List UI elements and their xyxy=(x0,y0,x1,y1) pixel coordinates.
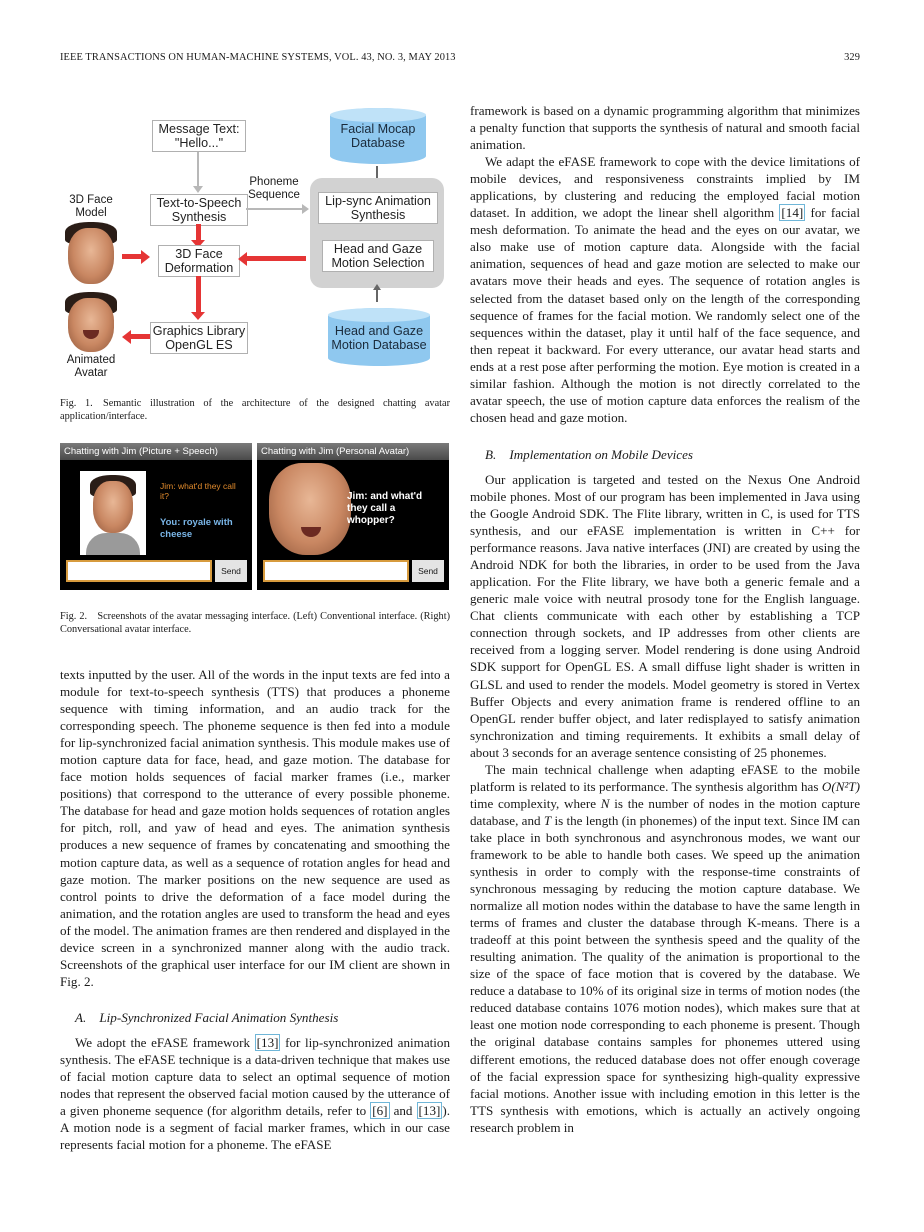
right-paragraph-3: Our application is targeted and tested on the Nexus One Android mobile phones. Most of our program has been implemented in Java using the Google Android SDK. The Flite library, written in C, is used for TTS synthesis, and our eFASE implementation is written in C++ for performance reasons. Java native interfaces (JNI) are created by using the Android NDK for both the libraries, in order to be used from the Java application. For the Flite library, we have both a generic female and a generic male voice with neutral prosody tone for the English language. Chat clients communicate with each other by establishing a TCP connection through sockets, and IP addresses from other clients are received from a logging server. Model rendering is done using Android SDK support for OpenGL ES. A small diffuse light shader is written in GLSL and used to render the models. Model geometry is stored in Vertex Buffer Objects and every animation frame is rendered offline to an OpenGL render buffer object, and later redisplayed to satisfy animation synchronization and timing requirements. It exhibits a small delay of about 3 seconds for an average sentence consisting of 25 phonemes. xyxy=(470,471,860,760)
right-msg: Jim: and what'd they call a whopper? xyxy=(347,491,423,526)
right-paragraph-1: framework is based on a dynamic programming algorithm that minimizes a penalty function that supports the synthesis of natural and smooth facial animation. xyxy=(470,103,860,153)
lipsync-box xyxy=(318,192,438,224)
figure-1 xyxy=(60,100,450,385)
arrowhead-lipsync xyxy=(238,252,247,266)
hgdb-label-1: Head and Gaze xyxy=(334,324,424,338)
facial-mocap-database xyxy=(330,108,426,164)
right-column xyxy=(470,102,860,1136)
tts-label-2: Synthesis xyxy=(171,210,227,224)
left-paragraph-2: We adopt the eFASE framework [13] for lip-synchronized animation synthesis. The eFASE technique is a data-driven technique that makes use of facial motion capture data to select an optimal sequence of motion nodes that represent the observed facial motion caused by the utterance of a given phoneme sequence (for algorithm details, refer to [6] and [13] ). A motion node is a segment of facial marker frames, which in our case represents facial motion for a phoneme. The eFASE xyxy=(60,1034,451,1153)
citation-13[interactable]: [13] xyxy=(256,1034,279,1050)
animated-avatar-image xyxy=(63,292,119,352)
animated-label-1: Animated xyxy=(66,354,116,366)
phoneme-sequence-label xyxy=(246,176,302,202)
tts-label: Text-to-Speech xyxy=(156,196,242,210)
right-message-input[interactable] xyxy=(263,560,409,582)
left-msg-2: You: royale with cheese xyxy=(160,517,233,540)
face-deform-label-2: Deformation xyxy=(164,261,234,275)
photo-frame xyxy=(80,471,146,555)
right-paragraph-2: We adapt the eFASE framework to cope with the device limitations of mobile devices, and responsiveness constraints implied by IM applications, by clustering and reducing the employed facial motion dataset. In addition, we adopt the linear shell algorithm [14] for facial mesh deformation. To animate the head and the eyes on our avatar, we also make use of motion capture data. Alongside with the facial animation, sequences of head and gaze motion are selected to make our avatars move their heads and eyes. The sequence of rotation angles is selected from the dataset based only on the length of the corresponding sequence of frames for the facial motion. We randomly select one of the sequences within the dataset, play it until half of the face sequence, and then repeat it backward. For every utterance, our avatar head starts and ends at a rest pose after performing the motion. Eye motion is created in a similar fashion. Although the motion is not directly correlated to the avatar speech, the use of motion capture data enforces the realism of the chosen head and gaze motion. xyxy=(470,154,860,425)
figure-2-caption: Fig. 2. Screenshots of the avatar messaging interface. (Left) Conventional interface. (Right) Conversational avatar interface. xyxy=(60,611,450,635)
section-b-heading: B. Implementation on Mobile Devices xyxy=(485,446,693,462)
message-hello-label: "Hello..." xyxy=(174,136,224,150)
head-gaze-database xyxy=(328,308,430,366)
section-a-heading: A. Lip-Synchronized Facial Animation Synthesis xyxy=(75,1009,339,1025)
arrow-model-to-deform xyxy=(122,254,142,259)
arrowhead-model xyxy=(141,250,150,264)
figure-1-caption: Fig. 1. Semantic illustration of the architecture of the designed chatting avatar application/interface. xyxy=(60,398,450,422)
graphics-label-2: OpenGL ES xyxy=(165,338,233,352)
screenshot-right xyxy=(257,443,449,590)
right-send-button[interactable]: Send xyxy=(412,560,444,582)
message-text-box xyxy=(152,120,246,152)
arrow-lipsync-to-deform xyxy=(246,256,306,261)
arrowhead-hgdb xyxy=(373,284,381,290)
journal-title: IEEE TRANSACTIONS ON HUMAN-MACHINE SYSTEMS, VOL. 43, NO. 3, MAY 2013 xyxy=(60,52,456,63)
arrow-message-to-tts xyxy=(197,152,199,190)
face-model-label xyxy=(60,194,122,220)
right-title: Chatting with Jim (Personal Avatar) xyxy=(257,443,449,460)
arrowhead-deform xyxy=(191,312,205,320)
left-msg-1: Jim: what'd they call it? xyxy=(160,481,236,501)
screenshot-left xyxy=(60,443,252,590)
headgaze-label-2: Motion Selection xyxy=(331,256,425,270)
head-gaze-selection-box xyxy=(322,240,434,272)
complexity-math: O(N²T) xyxy=(821,778,860,794)
face-deformation-box xyxy=(158,245,240,277)
citation-14[interactable]: [14] xyxy=(781,205,804,221)
animated-avatar-label xyxy=(60,354,122,380)
arrow-graphics-to-avatar xyxy=(130,334,150,339)
phoneme-label-1: Phoneme xyxy=(249,176,299,188)
avatar-face xyxy=(267,463,353,555)
animated-label-2: Avatar xyxy=(74,367,108,379)
left-paragraph-1: texts inputted by the user. All of the words in the input texts are fed into a module for text-to-speech synthesis (TTS) that produces a phoneme sequence with timing information, and an audio track for the corresponding speech. The phoneme sequence is then fed into a module for lip-synchronized facial animation synthesis. This module makes use of motion capture data for face, head, and gaze motion. The database for face motion holds sequences of facial marker frames (i.e., marker positions) that correspond to the utterance of every possible phoneme. The database for head and gaze motion holds sequences of rotation angles for pitch, roll, and yaw of head and eyes. The animation synthesis produces a new sequence of frames by concatenating and smoothing the motion capture data, as well as a sequence of rotation angles for head and gaze motion. The marker positions on the new sequence are used as control points to drive the deformation of a face model during the animation, and the rotation angles are used to transform the head and eyes of the model. The animation frames are then rendered and displayed in the device screen in a synchronized manner along with the audio track. Screenshots of the graphical user interface for our IM client are shown in Fig. 2. xyxy=(60,667,450,989)
face-model-label-2: Model xyxy=(75,207,107,219)
lipsync-label-2: Synthesis xyxy=(350,208,406,222)
headgaze-label: Head and Gaze xyxy=(333,242,423,256)
graphics-library-box xyxy=(150,322,248,354)
tts-box xyxy=(150,194,248,226)
arrow-deform-to-graphics xyxy=(196,276,201,314)
arrow-tts-to-lipsync xyxy=(246,208,304,210)
lipsync-label: Lip-sync Animation xyxy=(325,194,431,208)
message-text-label: Message Text: xyxy=(158,122,240,136)
arrowhead-message xyxy=(193,186,203,193)
phoneme-label-2: Sequence xyxy=(248,189,300,201)
mocap-label-2: Database xyxy=(351,136,405,150)
mocap-label-1: Facial Mocap xyxy=(340,122,416,136)
arrow-hgdb-to-selection xyxy=(376,288,378,302)
hgdb-label-2: Motion Database xyxy=(331,338,427,352)
arrowhead-phoneme xyxy=(302,204,309,214)
left-message-input[interactable] xyxy=(66,560,212,582)
face-deform-label: 3D Face xyxy=(175,247,223,261)
arrowhead-graphics xyxy=(122,330,131,344)
citation-6[interactable]: [6] xyxy=(372,1103,388,1119)
left-send-button[interactable]: Send xyxy=(215,560,247,582)
face-model-label-1: 3D Face xyxy=(69,194,113,206)
page-number: 329 xyxy=(844,52,860,63)
left-title: Chatting with Jim (Picture + Speech) xyxy=(60,443,252,460)
citation-13-b[interactable]: [13] xyxy=(418,1103,441,1119)
left-column xyxy=(60,666,450,1153)
face-model-image xyxy=(63,222,119,284)
graphics-label: Graphics Library xyxy=(152,324,246,338)
right-paragraph-4: The main technical challenge when adapting eFASE to the mobile platform is related to its performance. The synthesis algorithm has O(N²T) time complexity, where N is the number of nodes in the motion capture database, and T is the length (in phonemes) of the input text. Since IM can take place in both synchronous and asynchronous modes, we want our framework to be able to handle both cases. We speed up the animation synthesis in order to comply with the response-time constraints of synchronous messaging by reducing the motion capture database. We normalize all motion nodes within the database to have the same length in terms of frames and cluster the database through K-means. There is a tradeoff at this point between the synthesis speed and the quality of the resulting animation. The quality of the animation is proportional to the size of the space of face motion that is covered by the database. We reduce a database to 10% of its original size in terms of motion nodes (the reduced database contains 1076 motion nodes), which makes sure that at least one motion node corresponding to each phoneme is present. Though the original database contains samples for phonemes uttered using different emotions, the reduced database does not offer enough coverage of the facial expression space for synthesizing high-quality expressive facial motions. Another issue with including emotion in this letter is the TTS synthesis with emotions, which is actually an actively ongoing research problem in xyxy=(470,761,861,1135)
